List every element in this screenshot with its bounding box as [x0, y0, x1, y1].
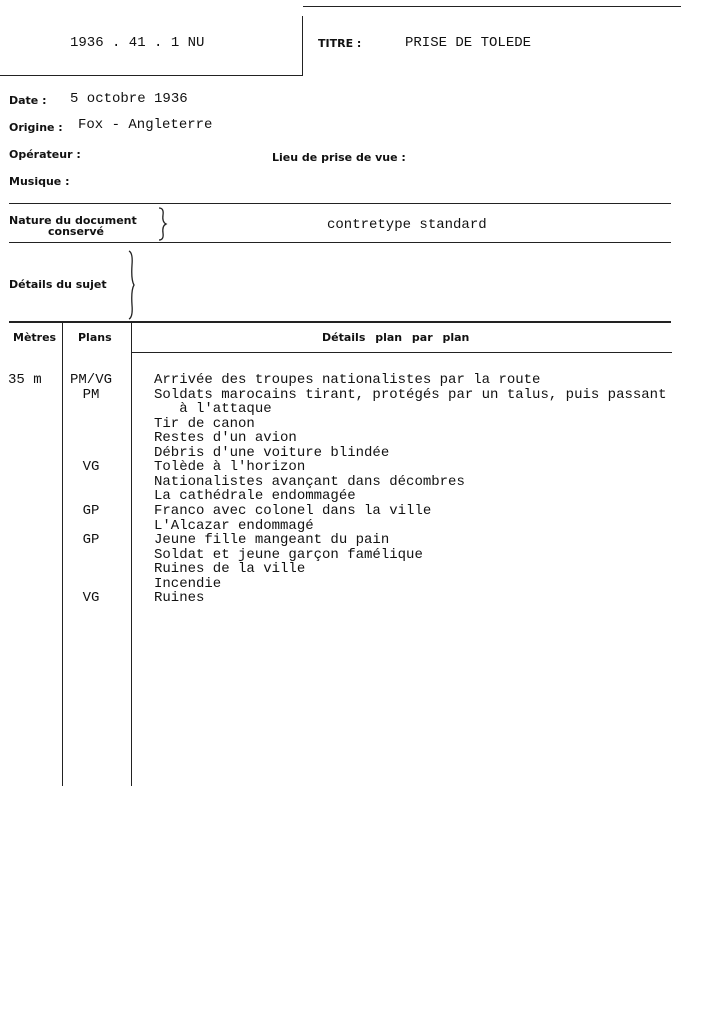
row-detail: à l'attaque	[154, 401, 272, 418]
header-top-rule	[303, 6, 681, 7]
row-detail: Arrivée des troupes nationalistes par la route	[154, 372, 541, 388]
row-detail: L'Alcazar endommagé	[154, 517, 314, 534]
row-detail: Tolède à l'horizon	[154, 459, 306, 476]
table-top-rule	[9, 321, 671, 323]
date-value: 5 octobre 1936	[70, 91, 188, 107]
table-row	[0, 548, 711, 563]
row-detail: Soldat et jeune garçon famélique	[154, 546, 423, 563]
table-row	[0, 591, 711, 606]
music-label: Musique :	[9, 175, 70, 188]
date-label: Date :	[9, 94, 47, 107]
table-row	[0, 562, 711, 577]
table-row	[0, 388, 711, 403]
row-detail: Restes d'un avion	[154, 430, 297, 447]
col-metres-header: Mètres	[13, 331, 57, 344]
title-value: PRISE DE TOLEDE	[405, 35, 532, 51]
table-header-rule	[132, 352, 672, 353]
row-detail: Tir de canon	[154, 415, 255, 432]
nature-value: contretype standard	[327, 217, 487, 233]
table-row	[0, 446, 711, 461]
header-bottom-rule	[0, 75, 303, 76]
origin-label: Origine :	[9, 121, 63, 134]
row-plan: PM	[82, 386, 100, 403]
location-label: Lieu de prise de vue :	[272, 151, 406, 164]
table-row	[0, 533, 711, 548]
nature-top-rule	[9, 203, 671, 204]
origin-value: Fox - Angleterre	[78, 117, 213, 133]
row-detail: Ruines	[154, 590, 205, 607]
table-row	[0, 577, 711, 592]
header-left-divider	[302, 16, 303, 76]
subject-brace-icon	[125, 250, 137, 320]
row-detail: Débris d'une voiture blindée	[154, 444, 390, 461]
reference-number: 1936 . 41 . 1 NU	[70, 35, 205, 51]
row-metres: 35 m	[8, 372, 42, 388]
col-plans-header: Plans	[78, 331, 112, 344]
table-row	[0, 431, 711, 446]
title-label: TITRE :	[318, 37, 362, 50]
table-row	[0, 373, 711, 388]
table-row	[0, 402, 711, 417]
subject-label: Détails du sujet	[9, 278, 107, 291]
row-plan: VG	[82, 590, 100, 607]
row-plan: GP	[82, 532, 100, 549]
col-details-header: Détails plan par plan	[322, 331, 470, 344]
row-plan: VG	[82, 459, 100, 476]
row-detail: Ruines de la ville	[154, 561, 306, 578]
table-row	[0, 504, 711, 519]
operator-label: Opérateur :	[9, 148, 81, 161]
row-detail: La cathédrale endommagée	[154, 488, 356, 505]
table-row	[0, 417, 711, 432]
row-detail: Nationalistes avançant dans décombres	[154, 473, 465, 490]
row-detail: Soldats marocains tirant, protégés par un talus, puis passant	[154, 386, 667, 403]
nature-bottom-rule	[9, 242, 671, 243]
nature-label-line2: conservé	[48, 225, 104, 238]
row-detail: Incendie	[154, 575, 222, 592]
nature-brace-icon	[156, 207, 168, 241]
nature-label-line1: Nature du document	[9, 214, 137, 227]
row-plan: GP	[82, 502, 100, 519]
row-detail: Jeune fille mangeant du pain	[154, 532, 390, 549]
row-detail: Franco avec colonel dans la ville	[154, 502, 432, 519]
row-plan: PM/VG	[69, 372, 112, 388]
